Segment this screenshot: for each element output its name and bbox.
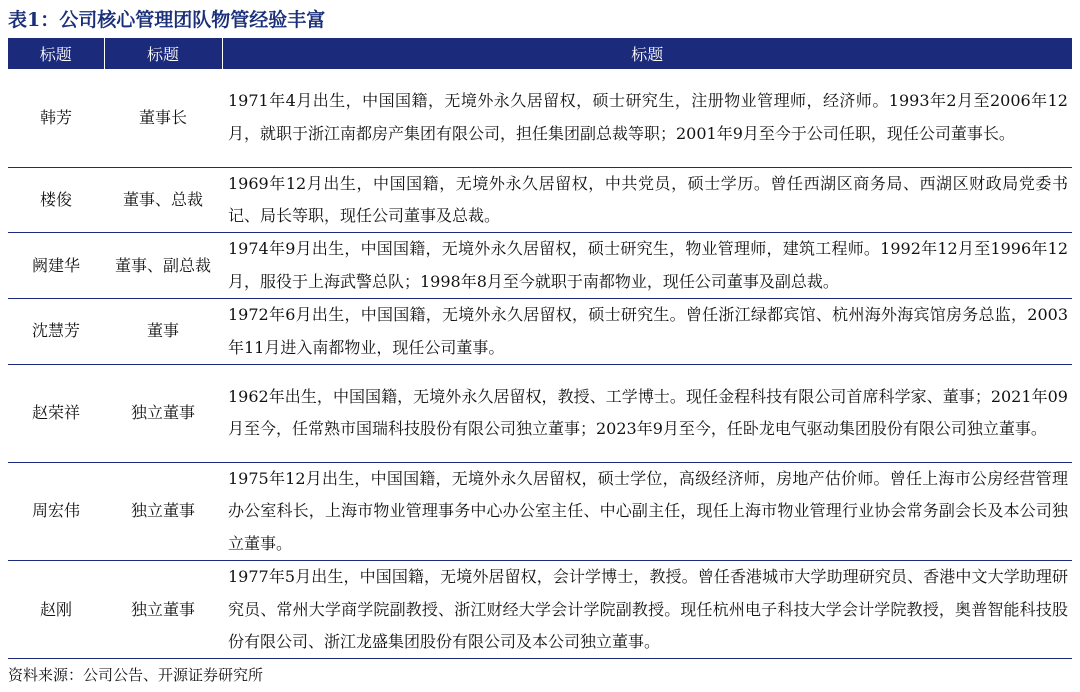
table-row [8, 233, 1072, 299]
table-row [8, 299, 1072, 365]
person-bio: 1975年12月出生，中国国籍，无境外永久居留权，硕士学位，高级经济师，房地产估价师。曾任上海市公房经营管理办公室科长，上海市物业管理事务中心办公室主任、中心副主任，现任上海市物业管理行业协会常务副会长及本公司独立董事。 [222, 462, 1072, 560]
table-row [8, 69, 1072, 167]
column-header-title: 标题 [104, 38, 222, 69]
table-header-row [8, 38, 1072, 69]
person-title: 董事、副总裁 [104, 233, 222, 299]
table-row [8, 364, 1072, 462]
column-header-bio: 标题 [222, 38, 1072, 69]
person-title: 独立董事 [104, 364, 222, 462]
source-note: 资料来源：公司公告、开源证券研究所 [8, 666, 264, 684]
management-team-table [8, 38, 1072, 659]
person-title: 董事、总裁 [104, 167, 222, 233]
person-bio: 1969年12月出生，中国国籍，无境外永久居留权，中共党员，硕士学历。曾任西湖区商务局、西湖区财政局党委书记、局长等职，现任公司董事及总裁。 [222, 167, 1072, 233]
person-name: 韩芳 [8, 69, 104, 167]
table-row [8, 462, 1072, 560]
person-name: 周宏伟 [8, 462, 104, 560]
table-row [8, 167, 1072, 233]
person-bio: 1962年出生，中国国籍，无境外永久居留权，教授、工学博士。现任金程科技有限公司首席科学家、董事；2021年09月至今，任常熟市国瑞科技股份有限公司独立董事；2023年9月至今，任卧龙电气驱动集团股份有限公司独立董事。 [222, 364, 1072, 462]
table-caption: 表1：公司核心管理团队物管经验丰富 [8, 9, 326, 31]
person-bio: 1972年6月出生，中国国籍，无境外永久居留权，硕士研究生。曾任浙江绿都宾馆、杭州海外海宾馆房务总监，2003年11月进入南都物业，现任公司董事。 [222, 299, 1072, 365]
person-bio: 1974年9月出生，中国国籍，无境外永久居留权，硕士研究生，物业管理师，建筑工程师。1992年12月至1996年12月，服役于上海武警总队；1998年8月至今就职于南都物业，现任公司董事及副总裁。 [222, 233, 1072, 299]
column-header-name: 标题 [8, 38, 104, 69]
table-row [8, 561, 1072, 659]
person-title: 独立董事 [104, 561, 222, 659]
person-name: 赵刚 [8, 561, 104, 659]
person-title: 董事长 [104, 69, 222, 167]
person-bio: 1977年5月出生，中国国籍，无境外居留权，会计学博士，教授。曾任香港城市大学助理研究员、香港中文大学助理研究员、常州大学商学院副教授、浙江财经大学会计学院副教授。现任杭州电子科技大学会计学院教授，奥普智能科技股份有限公司、浙江龙盛集团股份有限公司及本公司独立董事。 [222, 561, 1072, 659]
person-bio: 1971年4月出生，中国国籍，无境外永久居留权，硕士研究生，注册物业管理师，经济师。1993年2月至2006年12月，就职于浙江南都房产集团有限公司，担任集团副总裁等职；2001年9月至今于公司任职，现任公司董事长。 [222, 69, 1072, 167]
person-name: 楼俊 [8, 167, 104, 233]
person-title: 董事 [104, 299, 222, 365]
person-name: 阙建华 [8, 233, 104, 299]
person-name: 赵荣祥 [8, 364, 104, 462]
person-name: 沈慧芳 [8, 299, 104, 365]
person-title: 独立董事 [104, 462, 222, 560]
